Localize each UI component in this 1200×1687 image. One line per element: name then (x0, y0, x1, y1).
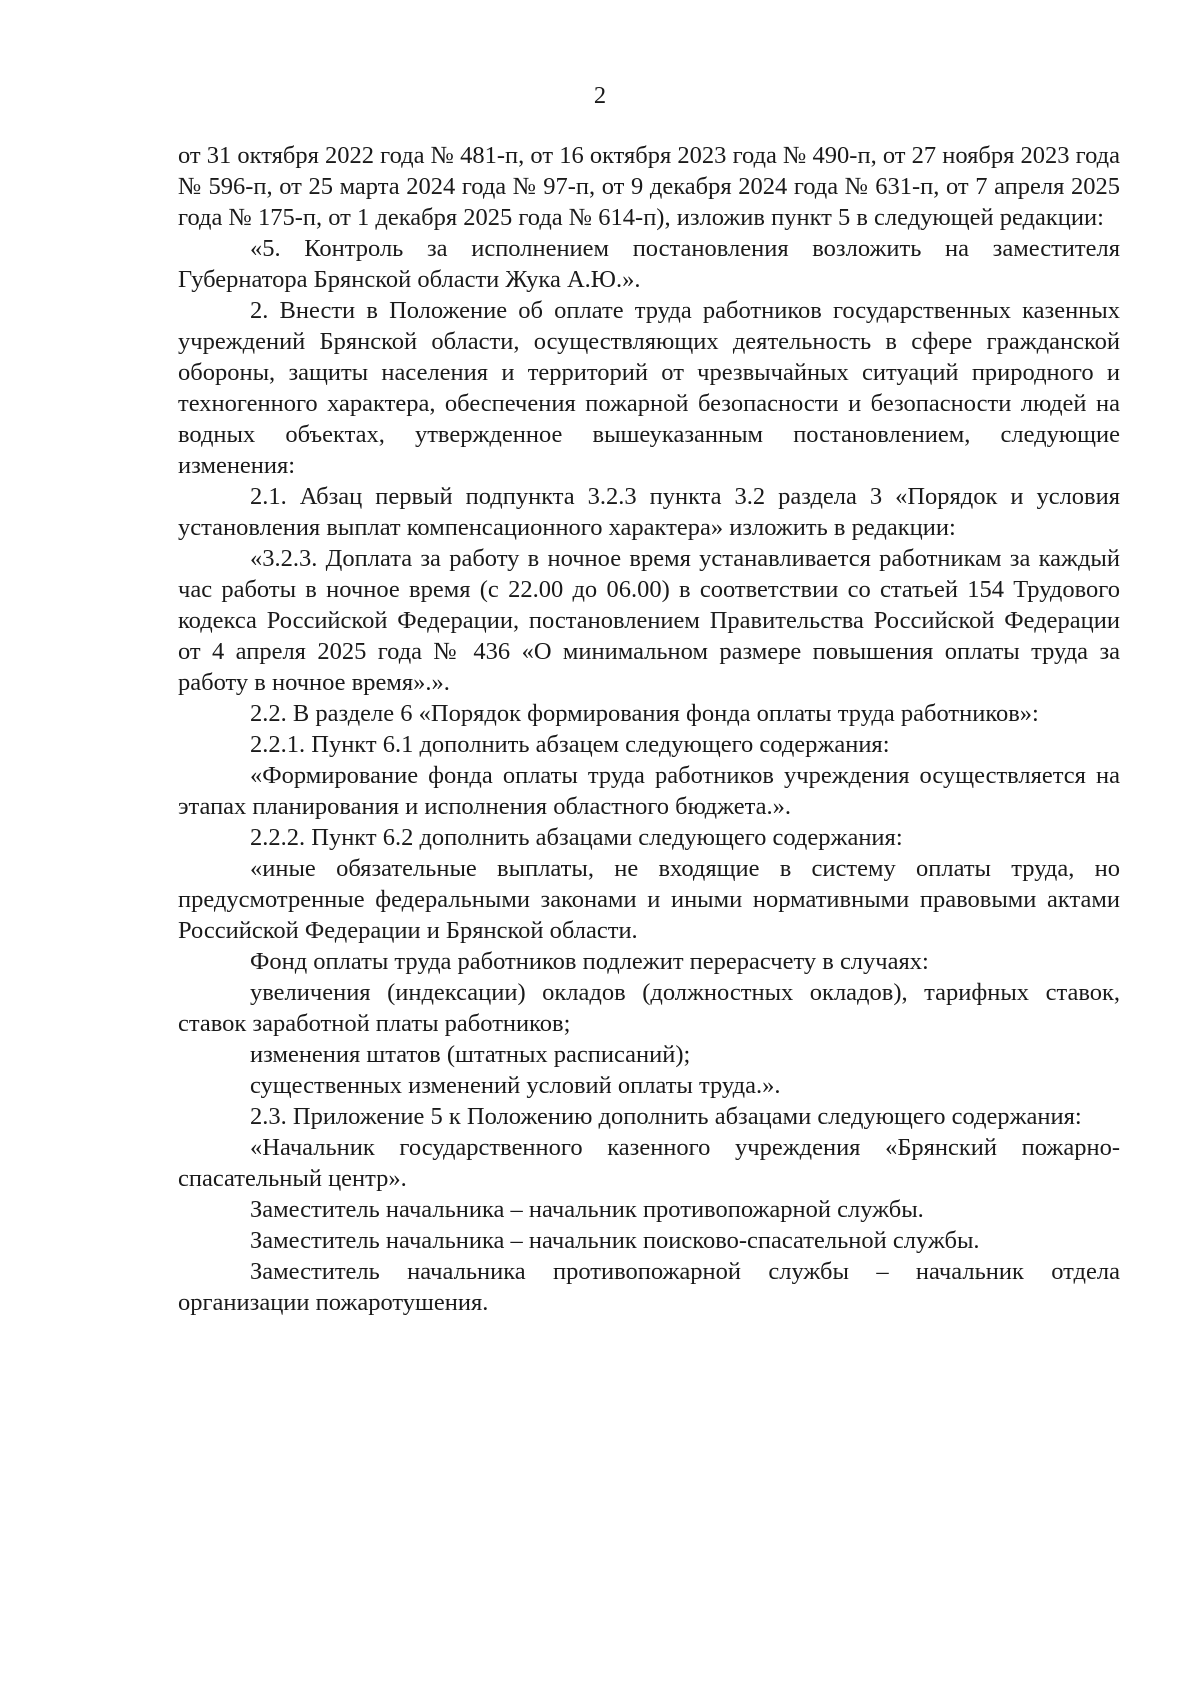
paragraph-fund-formation: «Формирование фонда оплаты труда работников учреждения осуществляется на этапах планирования и исполнения областного бюджета.». (178, 762, 1120, 820)
paragraph-section-2-2-2: 2.2.2. Пункт 6.2 дополнить абзацами следующего содержания: (250, 824, 903, 851)
paragraph-section-2-3: 2.3. Приложение 5 к Положению дополнить абзацами следующего содержания: (250, 1103, 1082, 1130)
paragraph-item-3-2-3: «3.2.3. Доплата за работу в ночное время устанавливается работникам за каждый час работы в ночное время (с 22.00 до 06.00) в соответствии со статьей 154 Трудового кодекса Российской Федерации, постановлением Правительства Российской Федерации от 4 апреля 2025 года № 436 «О минимальном размере повышения оплаты труда за работу в ночное время».». (178, 545, 1120, 696)
paragraph-section-2-1: 2.1. Абзац первый подпункта 3.2.3 пункта 3.2 раздела 3 «Порядок и условия установления выплат компенсационного характера» изложить в редакции: (178, 483, 1120, 541)
paragraph-amendments-list: от 31 октября 2022 года № 481-п, от 16 октября 2023 года № 490-п, от 27 ноября 2023 года № 596-п, от 25 марта 2024 года № 97-п, от 9 декабря 2024 года № 631-п, от 7 апреля 2025 года № 175-п, от 1 декабря 2025 года № 614-п), изложив пункт 5 в следующей редакции: (178, 142, 1120, 231)
paragraph-item-5-control: «5. Контроль за исполнением постановления возложить на заместителя Губернатора Брянской области Жука А.Ю.». (178, 235, 1120, 293)
paragraph-deputy-fire-service: Заместитель начальника – начальник противопожарной службы. (250, 1196, 924, 1223)
paragraph-staff-changes: изменения штатов (штатных расписаний); (250, 1041, 691, 1068)
paragraph-section-2: 2. Внести в Положение об оплате труда работников государственных казенных учреждений Брянской области, осуществляющих деятельность в сфере гражданской обороны, защиты населения и территорий от чрезвычайных ситуаций природного и техногенного характера, обеспечения пожарной безопасности и безопасности людей на водных объектах, утвержденное вышеуказанным постановлением, следующие изменения: (178, 297, 1120, 479)
document-body (178, 140, 1120, 1318)
paragraph-recalculation: Фонд оплаты труда работников подлежит перерасчету в случаях: (250, 948, 929, 975)
paragraph-head-of-institution: «Начальник государственного казенного учреждения «Брянский пожарно-спасательный центр». (178, 1134, 1120, 1192)
paragraph-conditions-changes: существенных изменений условий оплаты труда.». (250, 1072, 781, 1099)
paragraph-salary-increase: увеличения (индексации) окладов (должностных окладов), тарифных ставок, ставок заработной платы работников; (178, 979, 1120, 1037)
paragraph-deputy-firefighting-dept: Заместитель начальника противопожарной службы – начальник отдела организации пожаротушения. (178, 1258, 1120, 1316)
paragraph-section-2-2-1: 2.2.1. Пункт 6.1 дополнить абзацем следующего содержания: (250, 731, 890, 758)
paragraph-section-2-2: 2.2. В разделе 6 «Порядок формирования фонда оплаты труда работников»: (250, 700, 1039, 727)
paragraph-deputy-rescue-service: Заместитель начальника – начальник поисково-спасательной службы. (250, 1227, 980, 1254)
paragraph-other-payments: «иные обязательные выплаты, не входящие в систему оплаты труда, но предусмотренные федеральными законами и иными нормативными правовыми актами Российской Федерации и Брянской области. (178, 855, 1120, 944)
page-number: 2 (593, 82, 607, 109)
